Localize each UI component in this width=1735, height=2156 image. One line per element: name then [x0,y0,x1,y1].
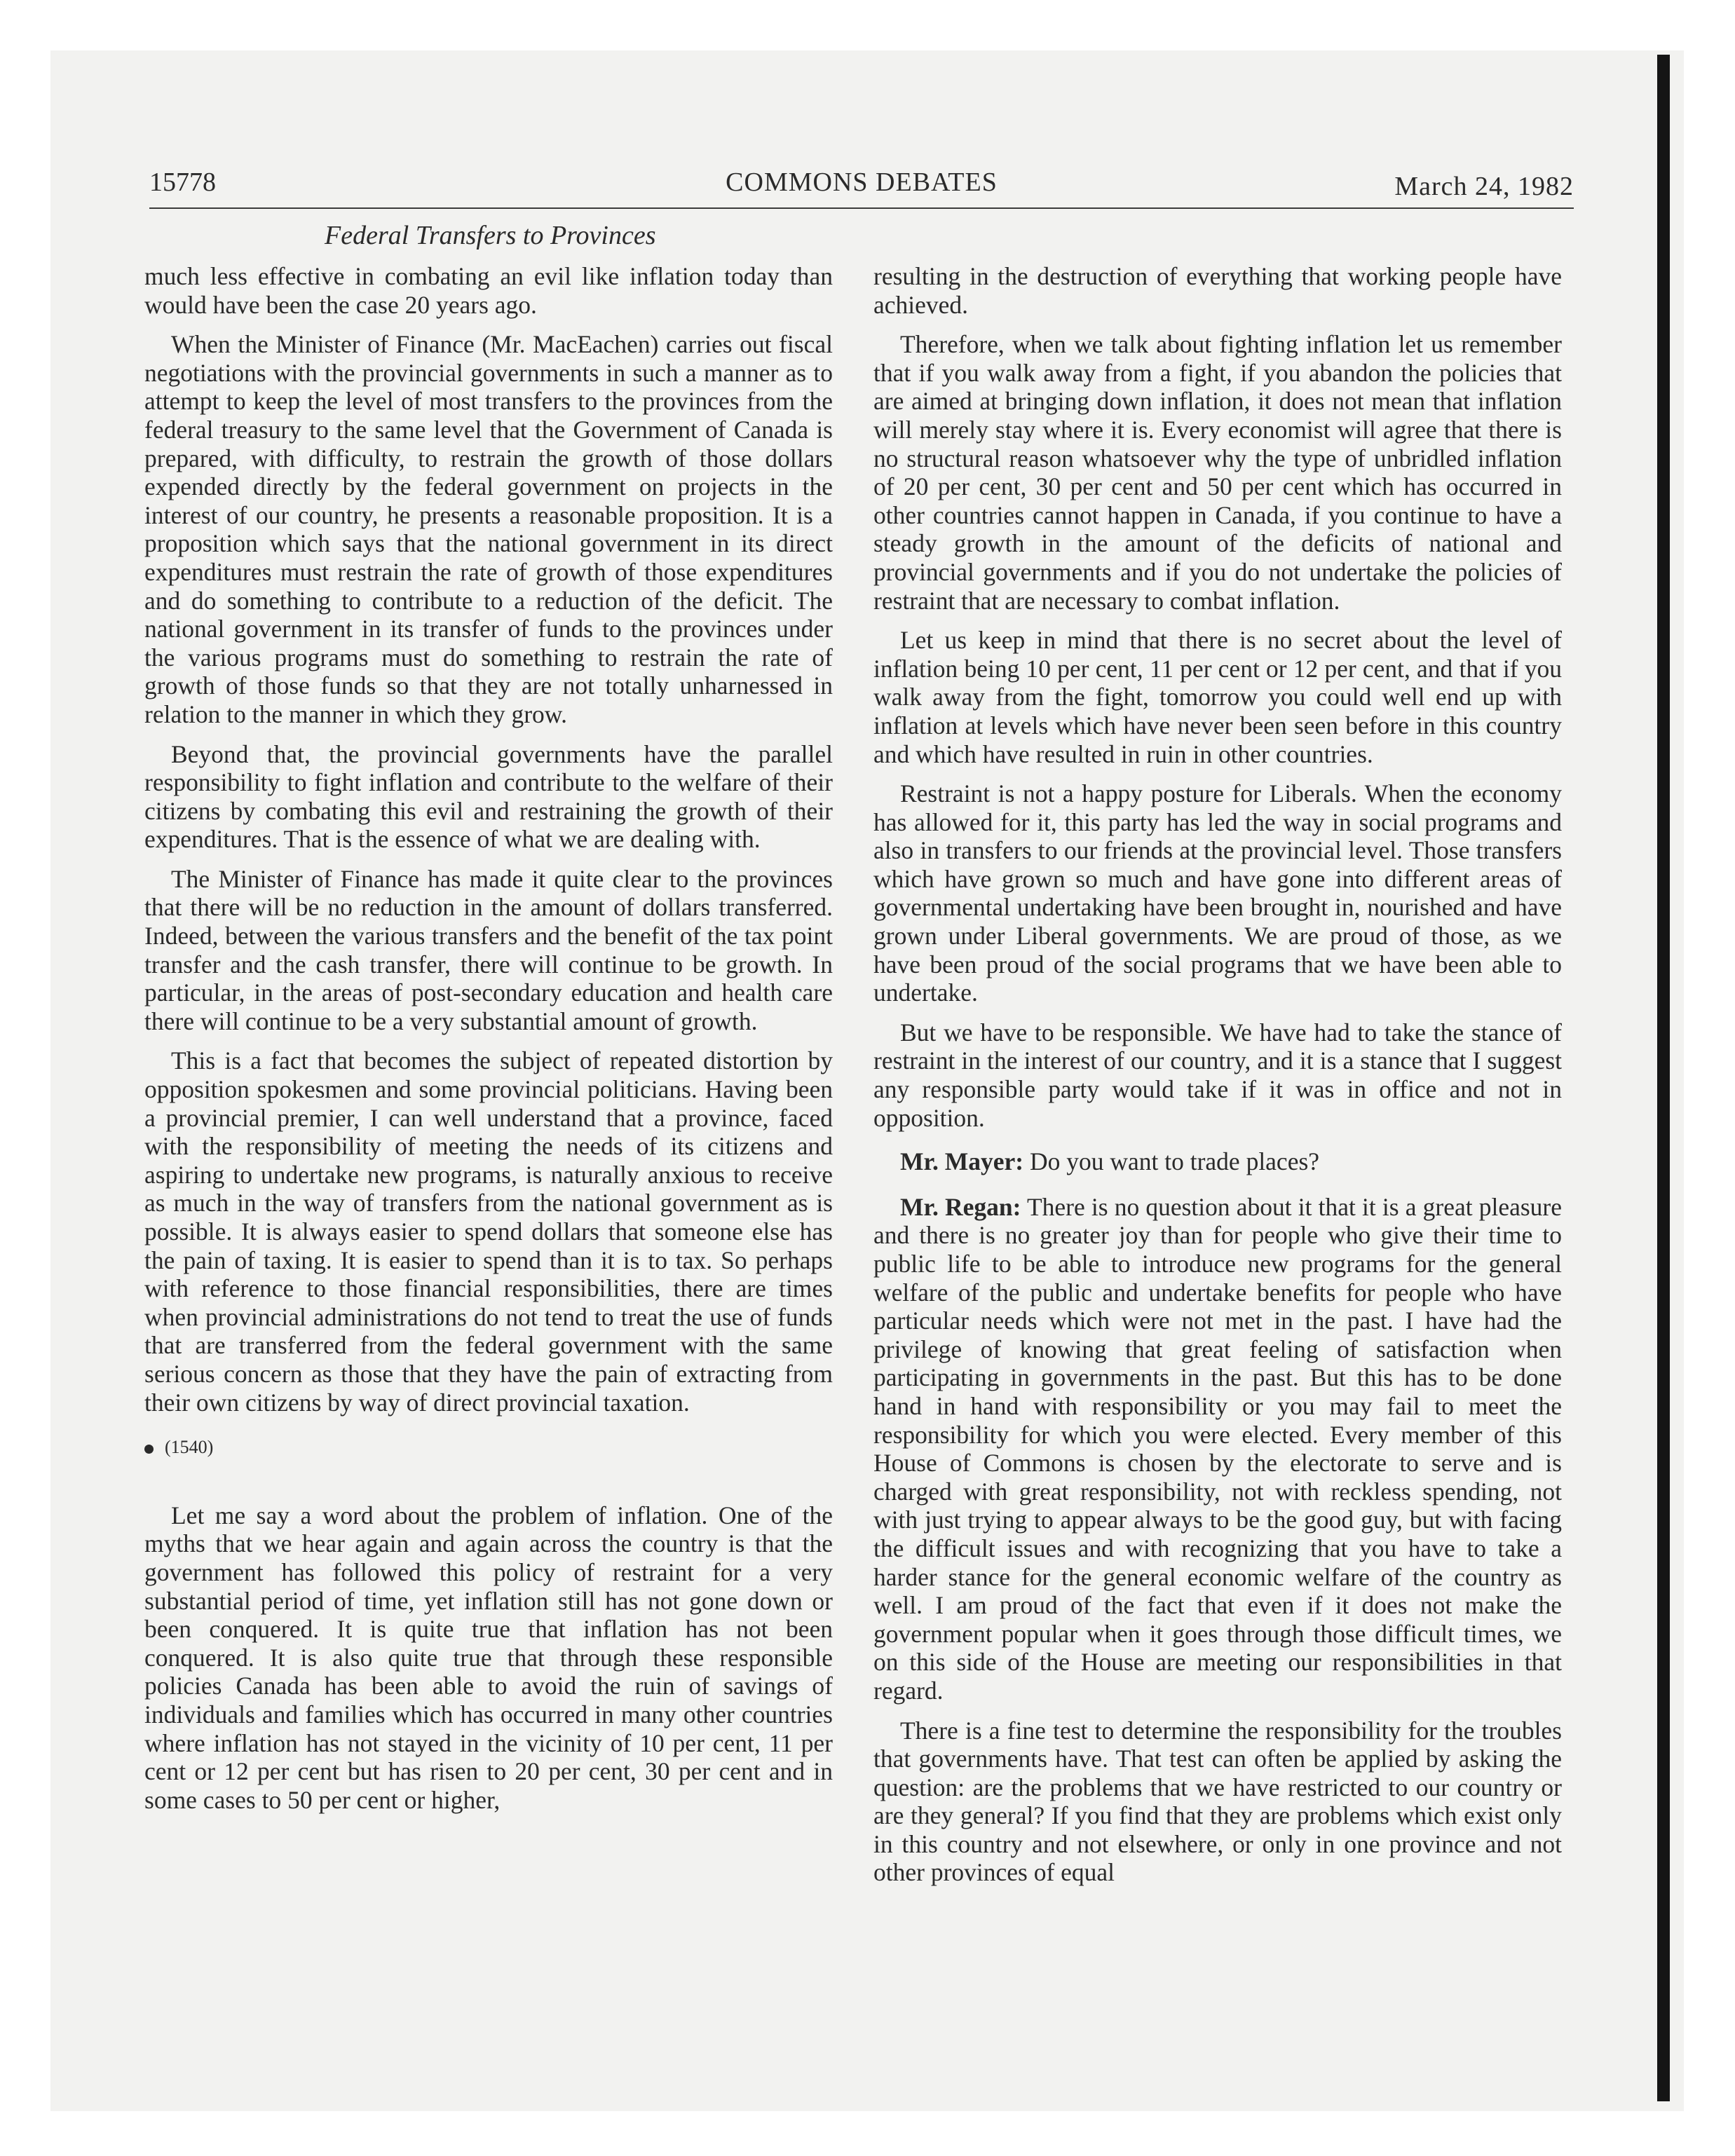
paragraph: There is a fine test to determine the responsibility for the troubles that governments have. That test can often be applied by asking the question: are the problems that we have restricted to our country or are they general? If you find that they are problems which exist only in this country and not elsewhere, or only in one province and not other provinces of equal [873,1716,1562,1887]
page-number: 15778 [149,168,216,197]
bullet-icon [144,1445,154,1454]
subject-heading: Federal Transfers to Provinces [325,221,656,250]
speaker-name: Mr. Regan: [900,1192,1021,1221]
paragraph: Beyond that, the provincial governments have the parallel responsibility to fight inflation and contribute to the welfare of their citizens by combating this evil and restraining the growth of their expenditures. That is the essence of what we are dealing with. [144,739,833,854]
speech-regan [873,1193,1562,1705]
paragraph: resulting in the destruction of everything that working people have achieved. [873,262,1562,319]
speaker-name: Mr. Mayer: [900,1147,1024,1176]
time-marker [144,1433,833,1462]
paragraph: This is a fact that becomes the subject of repeated distortion by opposition spokesmen and some provincial politicians. Having been a provincial premier, I can well understand that a province, faced with the responsibility of meeting the needs of its citizens and aspiring to undertake new programs, is naturally anxious to receive as much in the way of transfers from the national government as is possible. It is always easier to spend dollars that someone else has the pain of taxing. It is easier to spend than it is to tax. So perhaps with reference to those financial responsibilities, there are times when provincial administrations do not tend to treat the use of funds that are transferred from the federal government with the same serious concern as those that they have the pain of extracting from their own citizens by way of direct provincial taxation. [144,1046,833,1417]
running-header [149,167,1574,209]
paragraph: Therefore, when we talk about fighting inflation let us remember that if you walk away from a fight, if you abandon the policies that are aimed at bringing down inflation, it does not mean that inflation will merely stay where it is. Every economist will agree that there is no structural reason whatsoever why the type of unbridled inflation of 20 per cent, 30 per cent and 50 per cent which has occurred in other countries cannot happen in Canada, if you continue to have a steady growth in the amount of the deficits of national and provincial governments and if you do not undertake the policies of restraint that are necessary to combat inflation. [873,330,1562,615]
paragraph: Restraint is not a happy posture for Liberals. When the economy has allowed for it, this party has led the way in social programs and also in transfers to our friends at the provincial level. Those transfers which have grown so much and have gone into different areas of governmental undertaking have been brought in, nourished and have grown under Liberal governments. We are proud of those, as we have been proud of the social programs that we have been able to undertake. [873,779,1562,1007]
speech-text: There is no question about it that it is a great pleasure and there is no greater joy than for people who give their time to public life to be able to introduce new programs for the general welfare of the public and undertake benefits for people who have particular needs which were not met in the past. I have had the privilege of knowing that great feeling of satisfaction when participating in governments in the past. But this has to be done hand in hand with responsibility or you may fail to meet the responsibility for which you were elected. Every member of this House of Commons is chosen by the electorate to serve and is charged with great responsibility, not with reckless spending, not with just trying to appear always to be the good guy, but with facing the difficult issues and with recognizing that you have to take a harder stance for the general economic welfare of the country as well. I am proud of the fact that even if it does not make the government popular when it goes through those difficult times, we on this side of the House are meeting our responsibilities in that regard. [873,1192,1562,1705]
paragraph: The Minister of Finance has made it quite clear to the provinces that there will be no reduction in the amount of dollars transferred. Indeed, between the various transfers and the benefit of the tax point transfer and the cash transfer, there will continue to be growth. In particular, in the areas of post-secondary education and health care there will continue to be a very substantial amount of growth. [144,864,833,1035]
publication-title: COMMONS DEBATES [726,168,998,197]
paragraph: Let us keep in mind that there is no secret about the level of inflation being 10 per cent, 11 per cent or 12 per cent, and that if you walk away from the fight, tomorrow you could well end up with inflation at levels which have never been seen before in this country and which have resulted in ruin in other countries. [873,626,1562,768]
issue-date: March 24, 1982 [1394,172,1574,201]
right-column [873,262,1562,1898]
paragraph: Let me say a word about the problem of inflation. One of the myths that we hear again and again across the country is that the government has followed this policy of restraint for a very substantial period of time, yet inflation still has not gone down or been conquered. It is quite true that inflation has not been conquered. It is also quite true that through these responsible policies Canada has been able to avoid the ruin of savings of individuals and families which has occurred in many other countries where inflation has not stayed in the vicinity of 10 per cent, 11 per cent or 12 per cent but has risen to 20 per cent, 30 per cent and in some cases to 50 per cent or higher, [144,1501,833,1814]
paragraph: But we have to be responsible. We have had to take the stance of restraint in the interest of our country, and it is a stance that I suggest any responsible party would take if it was in office and not in opposition. [873,1018,1562,1132]
scan-edge-bar [1657,55,1670,2101]
time-marker-text: (1540) [165,1437,214,1458]
speech-mayer [873,1147,1562,1176]
paragraph: much less effective in combating an evil like inflation today than would have been the case 20 years ago. [144,262,833,319]
paragraph: When the Minister of Finance (Mr. MacEachen) carries out fiscal negotiations with the provincial governments in such a manner as to attempt to keep the level of most transfers to the provinces from the federal treasury to the same level that the Government of Canada is prepared, with difficulty, to restrain the growth of those dollars expended directly by the federal government on projects in the interest of our country, he presents a reasonable proposition. It is a proposition which says that the national government in its direct expenditures must restrain the rate of growth of those expenditures and do something to contribute to a reduction of the deficit. The national government in its transfer of funds to the provinces under the various programs must do something to restrain the rate of growth of those funds so that they are not totally unharnessed in relation to the manner in which they grow. [144,330,833,728]
speech-text: Do you want to trade places? [1023,1147,1320,1176]
left-column [144,262,833,1825]
